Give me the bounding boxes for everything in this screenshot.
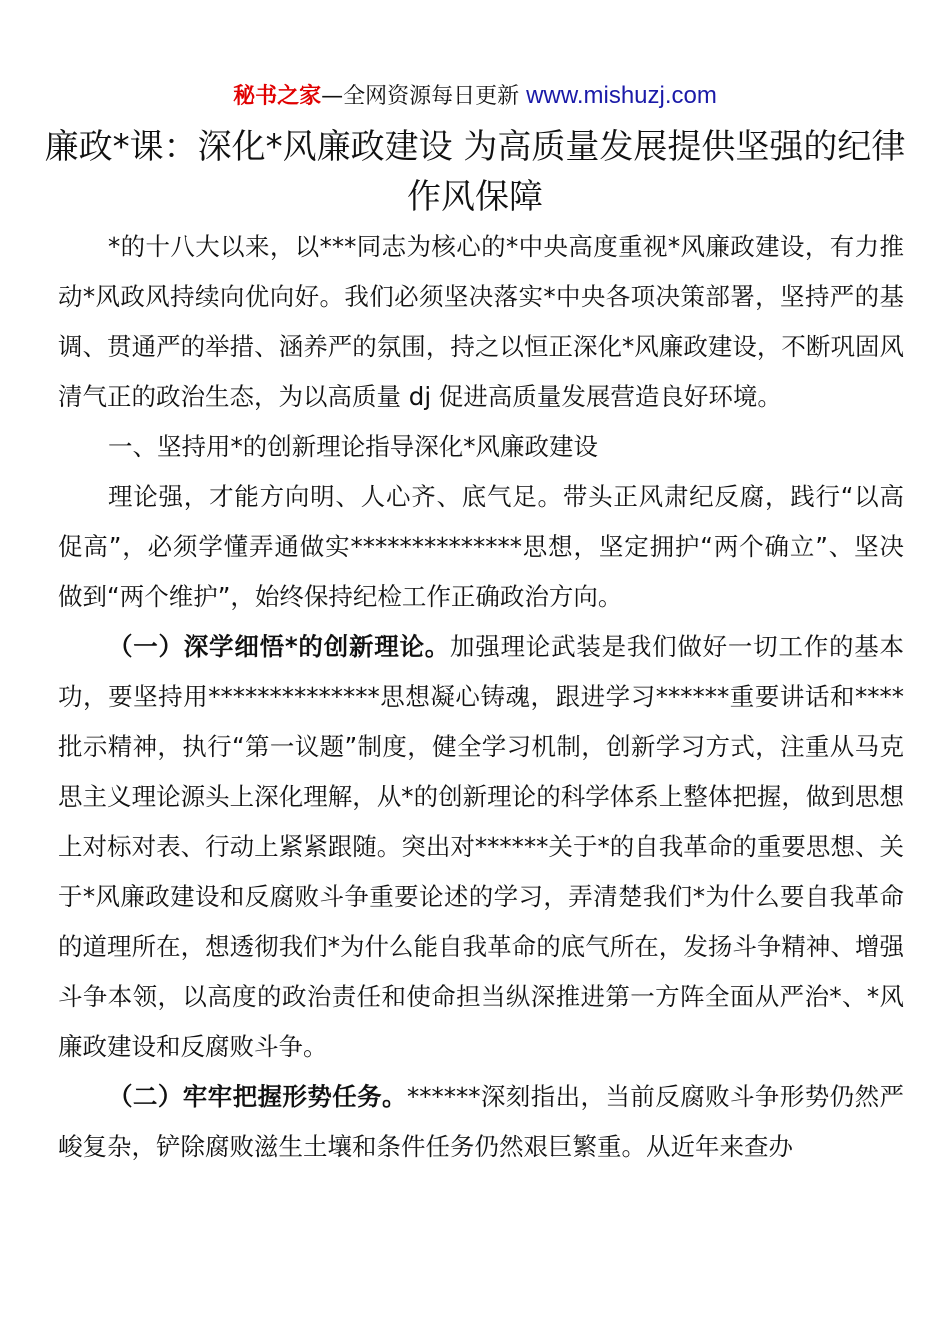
paragraph-study-text: 加强理论武装是我们做好一切工作的基本功，要坚持用**************思想凝心铸魂，跟进学习******重要讲话和****批示精神，执行“第一议题”制度，健全学习机制，创新学习方式，注重从马克思主义理论源头上深化理解，从*的创新理论的科学体系上整体把握，做到思想上对标对表、行动上紧紧跟随。突出对******关于*的自我革命的重要思想、关于*风廉政建设和反腐败斗争重要论述的学习，弄清楚我们*为什么要自我革命的道理所在，想透彻我们*为什么能自我革命的底气所在，发扬斗争精神、增强斗争本领，以高度的政治责任和使命担当纵深推进第一方阵全面从严治*、*风廉政建设和反腐败斗争。: [58, 632, 905, 1061]
site-url-link[interactable]: www.mishuzj.com: [526, 82, 717, 109]
document-body: [58, 222, 904, 1172]
paragraph-situation: [58, 1072, 904, 1172]
site-slogan: —全网资源每日更新: [321, 84, 527, 109]
paragraph-situation-text: ******深刻指出，当前反腐败斗争形势仍然严峻复杂，铲除腐败滋生土壤和条件任务仍然艰巨繁重。从近年来查办: [58, 1082, 905, 1161]
site-brand: 秘书之家: [233, 84, 322, 109]
section-heading-1: 一、坚持用*的创新理论指导深化*风廉政建设: [108, 432, 598, 461]
paragraph-theory: 理论强，才能方向明、人心齐、底气足。带头正风肃纪反腐，践行“以高促高”，必须学懂弄通做实**************思想，坚定拥护“两个确立”、坚决做到“两个维护”，始终保持纪检工作正确政治方向。: [58, 482, 904, 611]
site-header: [0, 82, 950, 111]
subheading-situation: （二）牢牢把握形势任务。: [108, 1082, 407, 1111]
paragraph-study: [58, 622, 904, 1072]
document-title: 廉政*课：深化*风廉政建设 为高质量发展提供坚强的纪律作风保障: [44, 127, 906, 217]
subheading-study: （一）深学细悟*的创新理论。: [108, 632, 451, 661]
paragraph-intro: *的十八大以来，以***同志为核心的*中央高度重视*风廉政建设，有力推动*风政风持续向优向好。我们必须坚决落实*中央各项决策部署，坚持严的基调、贯通严的举措、涵养严的氛围，持之以恒正深化*风廉政建设，不断巩固风清气正的政治生态，为以高质量 dj 促进高质量发展营造良好环境。: [58, 232, 904, 411]
